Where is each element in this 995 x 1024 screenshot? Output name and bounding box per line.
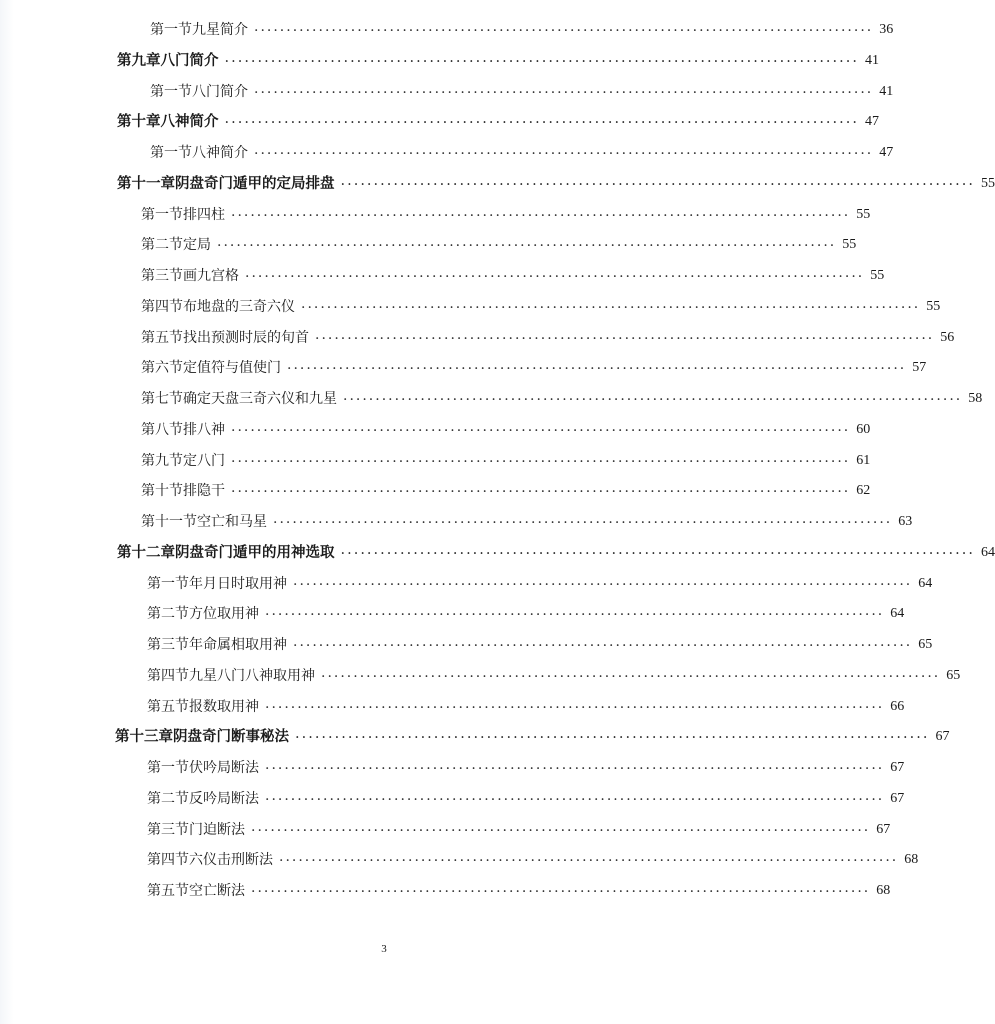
toc-entry-page: 67 — [890, 791, 905, 806]
leader-dots: ································································································ — [217, 238, 837, 254]
toc-entry-number: 第一节 — [147, 576, 189, 592]
leader-dots: ································································································ — [293, 638, 913, 654]
toc-entry[interactable] — [150, 76, 894, 102]
toc-entry[interactable] — [150, 137, 894, 163]
toc-entry-title: 排八神 — [183, 422, 225, 438]
toc-entry-number: 第一节 — [150, 22, 192, 38]
toc-entry-title: 定八门 — [183, 453, 225, 469]
leader-dots: ································································································ — [279, 853, 899, 869]
toc-entry-number: 第四节 — [141, 299, 183, 315]
leader-dots: ································································································ — [343, 392, 963, 408]
toc-chapter[interactable] — [117, 106, 879, 132]
toc-entry-number: 第九章 — [117, 52, 161, 69]
toc-entry-title: 八神简介 — [192, 145, 248, 161]
toc-entry-page: 67 — [935, 729, 950, 744]
toc-entry-page: 67 — [890, 760, 905, 775]
toc-entry-page: 47 — [864, 114, 879, 129]
toc-entry[interactable] — [147, 752, 905, 778]
toc-entry-page: 63 — [898, 514, 913, 529]
toc-entry-title: 八神简介 — [160, 113, 219, 130]
toc-entry-title: 空亡和马星 — [197, 514, 267, 530]
toc-entry[interactable] — [147, 691, 905, 717]
page-number: 3 — [381, 943, 387, 955]
toc-entry[interactable] — [147, 598, 905, 624]
toc-entry-title: 伏吟局断法 — [189, 760, 259, 776]
toc-entry-page: 64 — [890, 606, 905, 621]
leader-dots: ································································································ — [251, 823, 871, 839]
toc-entry[interactable] — [147, 814, 891, 840]
toc-entry-number: 第七节 — [141, 391, 183, 407]
toc-entry-number: 第一节 — [150, 145, 192, 161]
leader-dots: ································································································ — [315, 331, 935, 347]
leader-dots: ································································································ — [293, 577, 913, 593]
toc-entry[interactable] — [147, 660, 961, 686]
toc-entry-number: 第三节 — [147, 822, 189, 838]
toc-entry[interactable] — [141, 229, 857, 255]
toc-entry-page: 47 — [879, 145, 894, 160]
toc-entry-title: 年月日时取用神 — [189, 576, 287, 592]
toc-entry-page: 56 — [940, 330, 955, 345]
leader-dots: ································································································ — [231, 208, 851, 224]
leader-dots: ································································································ — [287, 361, 907, 377]
toc-entry-title: 阴盘奇门断事秘法 — [173, 728, 289, 745]
toc-entry[interactable] — [141, 506, 913, 532]
toc-entry-number: 第十一章 — [117, 175, 175, 192]
leader-dots: ································································································ — [231, 484, 851, 500]
toc-chapter[interactable] — [117, 537, 995, 563]
leader-dots: ································································································ — [295, 730, 930, 746]
toc-entry-title: 找出预测时辰的旬首 — [183, 330, 309, 346]
toc-entry-title: 画九宫格 — [183, 268, 239, 284]
toc-entry-page: 41 — [864, 53, 879, 68]
toc-entry-page: 60 — [856, 422, 871, 437]
toc-entry-title: 定值符与值使门 — [183, 360, 281, 376]
toc-entry-page: 36 — [879, 22, 894, 37]
toc-entry-page: 68 — [876, 883, 891, 898]
toc-entry-title: 六仪击刑断法 — [189, 852, 273, 868]
leader-dots: ································································································ — [254, 146, 874, 162]
toc-entry[interactable] — [141, 352, 927, 378]
toc-entry-title: 排四柱 — [183, 207, 225, 223]
toc-chapter[interactable] — [115, 721, 950, 747]
toc-entry-title: 门迫断法 — [189, 822, 245, 838]
leader-dots: ································································································ — [254, 85, 874, 101]
toc-entry[interactable] — [141, 260, 885, 286]
toc-entry-number: 第八节 — [141, 422, 183, 438]
toc-entry-number: 第五节 — [147, 699, 189, 715]
toc-entry-page: 57 — [912, 360, 927, 375]
toc-entry-number: 第十节 — [141, 483, 183, 499]
toc-entry-number: 第九节 — [141, 453, 183, 469]
toc-entry-page: 55 — [856, 207, 871, 222]
scan-edge — [0, 0, 14, 1024]
leader-dots: ································································································ — [251, 884, 871, 900]
toc-entry[interactable] — [141, 414, 871, 440]
toc-entry[interactable] — [150, 14, 894, 40]
toc-entry-page: 61 — [856, 453, 871, 468]
leader-dots: ································································································ — [340, 177, 975, 193]
toc-entry-title: 年命属相取用神 — [189, 637, 287, 653]
toc-chapter[interactable] — [117, 45, 879, 71]
toc-entry-page: 64 — [918, 576, 933, 591]
toc-entry-title: 定局 — [183, 237, 211, 253]
toc-entry-page: 41 — [879, 84, 894, 99]
leader-dots: ································································································ — [321, 669, 941, 685]
toc-entry-title: 布地盘的三奇六仪 — [183, 299, 295, 315]
toc-entry[interactable] — [141, 383, 983, 409]
leader-dots: ································································································ — [254, 23, 874, 39]
toc-entry[interactable] — [141, 445, 871, 471]
toc-entry-title: 九星简介 — [192, 22, 248, 38]
toc-entry-page: 55 — [980, 176, 995, 191]
toc-entry-number: 第十二章 — [117, 544, 175, 561]
toc-entry-page: 68 — [904, 852, 919, 867]
toc-entry-number: 第一节 — [150, 84, 192, 100]
toc-entry-title: 方位取用神 — [189, 606, 259, 622]
toc-entry-number: 第一节 — [147, 760, 189, 776]
toc-entry[interactable] — [147, 783, 905, 809]
toc-entry-title: 报数取用神 — [189, 699, 259, 715]
toc-entry-number: 第二节 — [141, 237, 183, 253]
toc-entry-title: 八门简介 — [192, 84, 248, 100]
leader-dots: ································································································ — [245, 269, 865, 285]
toc-entry-number: 第五节 — [141, 330, 183, 346]
toc-entry-page: 55 — [870, 268, 885, 283]
toc-entry-number: 第四节 — [147, 668, 189, 684]
leader-dots: ································································································ — [265, 761, 885, 777]
toc-entry-page: 67 — [876, 822, 891, 837]
leader-dots: ································································································ — [224, 54, 859, 70]
toc-entry-number: 第十章 — [117, 113, 161, 130]
toc-entry-title: 空亡断法 — [189, 883, 245, 899]
toc-entry-page: 64 — [980, 545, 995, 560]
toc-entry-number: 第一节 — [141, 207, 183, 223]
toc-entry[interactable] — [147, 629, 933, 655]
toc-entry-number: 第六节 — [141, 360, 183, 376]
leader-dots: ································································································ — [265, 700, 885, 716]
toc-chapter[interactable] — [117, 168, 995, 194]
toc-entry-title: 反吟局断法 — [189, 791, 259, 807]
toc-entry-page: 66 — [890, 699, 905, 714]
toc-entry[interactable] — [141, 199, 871, 225]
leader-dots: ································································································ — [265, 607, 885, 623]
toc-entry-number: 第三节 — [147, 637, 189, 653]
leader-dots: ································································································ — [224, 115, 859, 131]
toc-entry-page: 62 — [856, 483, 871, 498]
toc-entry[interactable] — [141, 322, 955, 348]
toc-entry-number: 第二节 — [147, 791, 189, 807]
leader-dots: ································································································ — [301, 300, 921, 316]
toc-entry-title: 九星八门八神取用神 — [189, 668, 315, 684]
toc-entry-number: 第四节 — [147, 852, 189, 868]
toc-entry-page: 55 — [842, 237, 857, 252]
toc-entry-number: 第二节 — [147, 606, 189, 622]
leader-dots: ································································································ — [265, 792, 885, 808]
toc-entry-title: 确定天盘三奇六仪和九星 — [183, 391, 337, 407]
toc-entry-number: 第五节 — [147, 883, 189, 899]
toc-entry[interactable] — [147, 568, 933, 594]
toc-entry-page: 55 — [926, 299, 941, 314]
toc-entry[interactable] — [147, 875, 891, 901]
leader-dots: ································································································ — [231, 454, 851, 470]
toc-entry-number: 第三节 — [141, 268, 183, 284]
toc-entry[interactable] — [141, 475, 871, 501]
toc-entry[interactable] — [141, 291, 941, 317]
toc-entry-title: 阴盘奇门遁甲的定局排盘 — [175, 175, 335, 192]
toc-entry-number: 第十三章 — [115, 728, 173, 745]
toc-entry-number: 第十一节 — [141, 514, 197, 530]
toc-entry-page: 58 — [968, 391, 983, 406]
toc-entry-page: 65 — [918, 637, 933, 652]
toc-entry-title: 阴盘奇门遁甲的用神选取 — [175, 544, 335, 561]
leader-dots: ································································································ — [231, 423, 851, 439]
leader-dots: ································································································ — [273, 515, 893, 531]
toc-entry[interactable] — [147, 844, 919, 870]
toc-entry-title: 排隐干 — [183, 483, 225, 499]
leader-dots: ································································································ — [340, 546, 975, 562]
toc-entry-page: 65 — [946, 668, 961, 683]
toc-entry-title: 八门简介 — [160, 52, 219, 69]
